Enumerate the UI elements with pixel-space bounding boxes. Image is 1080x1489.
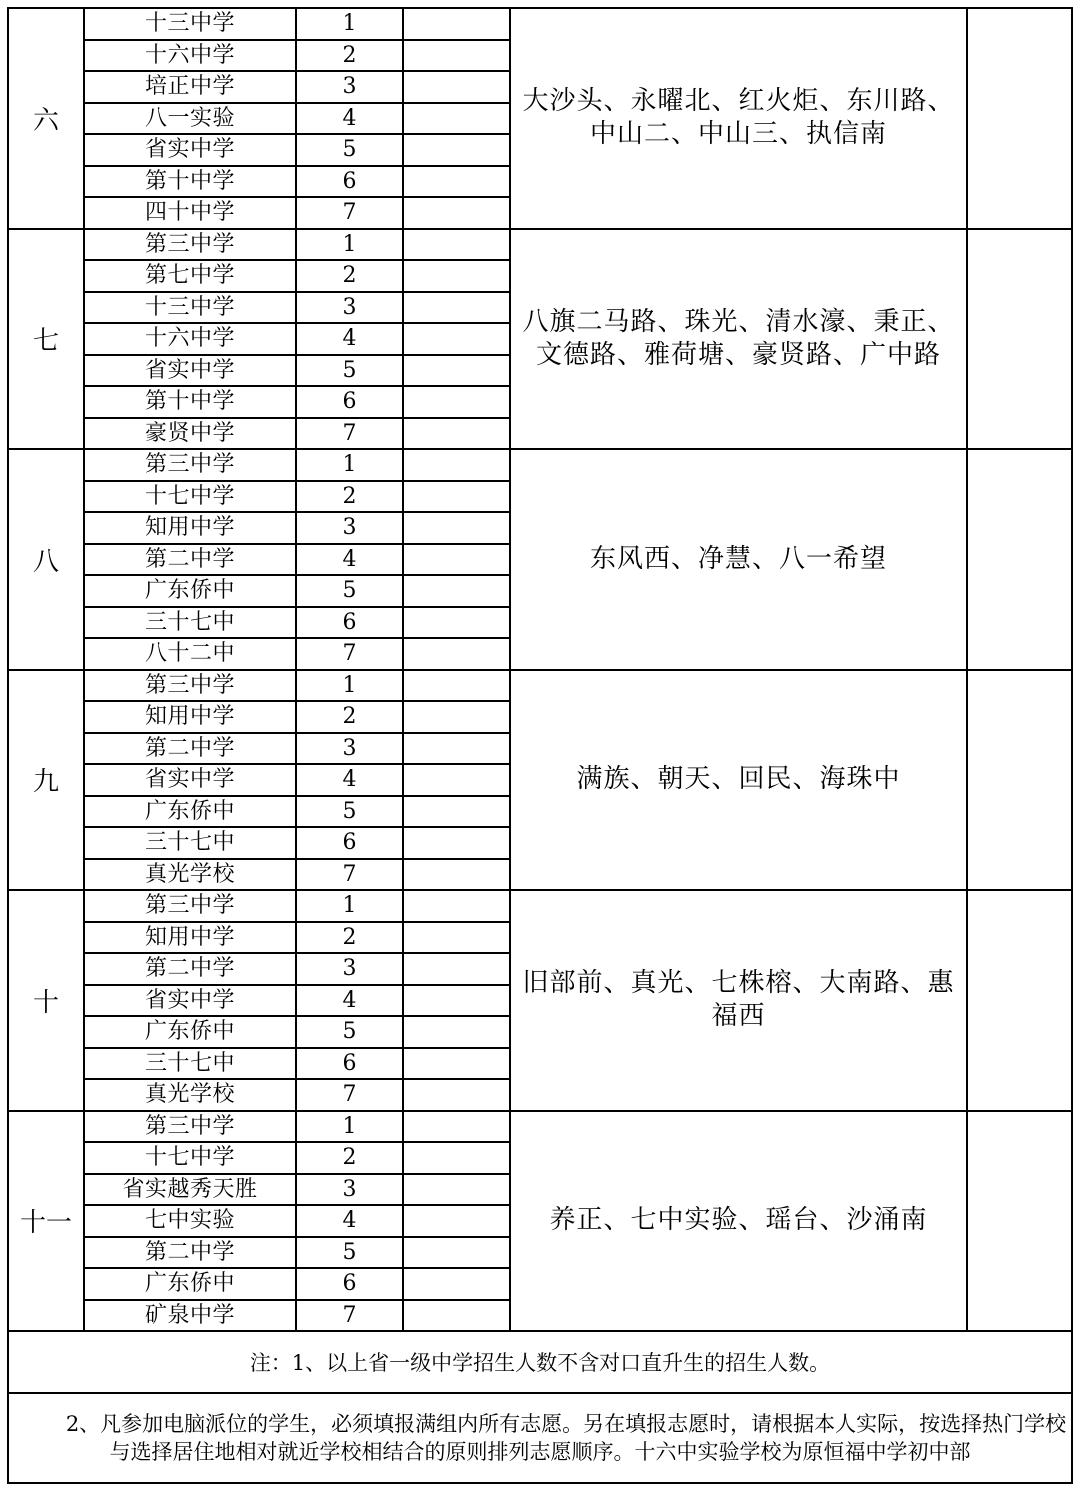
- table-row: [8, 670, 1072, 702]
- empty-cell: [403, 197, 510, 229]
- empty-cell: [403, 260, 510, 292]
- preference-rank: 7: [296, 1300, 403, 1332]
- empty-cell: [403, 1268, 510, 1300]
- empty-cell: [403, 701, 510, 733]
- preference-rank: 5: [296, 134, 403, 166]
- empty-remark-cell: [967, 449, 1072, 670]
- school-name: 十三中学: [84, 292, 296, 324]
- allocation-sheet: [7, 7, 1073, 1484]
- note-1: 注：1、以上省一级中学招生人数不含对口直升生的招生人数。: [8, 1331, 1072, 1393]
- school-name: 省实中学: [84, 985, 296, 1017]
- empty-cell: [403, 890, 510, 922]
- school-name: 三十七中: [84, 827, 296, 859]
- school-name: 知用中学: [84, 512, 296, 544]
- school-name: 第三中学: [84, 1111, 296, 1143]
- preference-rank: 2: [296, 701, 403, 733]
- empty-cell: [403, 1111, 510, 1143]
- empty-cell: [403, 1237, 510, 1269]
- preference-rank: 1: [296, 1111, 403, 1143]
- preference-rank: 6: [296, 386, 403, 418]
- preference-rank: 7: [296, 1079, 403, 1111]
- empty-cell: [403, 985, 510, 1017]
- school-name: 广东侨中: [84, 1268, 296, 1300]
- empty-remark-cell: [967, 8, 1072, 229]
- school-name: 第十中学: [84, 166, 296, 198]
- preference-rank: 6: [296, 1268, 403, 1300]
- preference-rank: 1: [296, 229, 403, 261]
- school-name: 第二中学: [84, 953, 296, 985]
- preference-rank: 4: [296, 764, 403, 796]
- preference-rank: 3: [296, 512, 403, 544]
- preference-rank: 1: [296, 449, 403, 481]
- school-name: 第七中学: [84, 260, 296, 292]
- preference-rank: 7: [296, 638, 403, 670]
- note-2: 2、凡参加电脑派位的学生，必须填报满组内所有志愿。另在填报志愿时，请根据本人实际，按选择热门学校与选择居住地相对就近学校相结合的原则排列志愿顺序。十六中实验学校为原恒福中学初中部: [8, 1393, 1072, 1483]
- empty-cell: [403, 1016, 510, 1048]
- school-name: 豪贤中学: [84, 418, 296, 450]
- preference-rank: 1: [296, 670, 403, 702]
- empty-cell: [403, 764, 510, 796]
- school-name: 第二中学: [84, 544, 296, 576]
- school-name: 八一实验: [84, 103, 296, 135]
- table-row: [8, 229, 1072, 261]
- empty-cell: [403, 1079, 510, 1111]
- empty-cell: [403, 449, 510, 481]
- table-row: [8, 8, 1072, 40]
- preference-rank: 7: [296, 197, 403, 229]
- school-name: 省实中学: [84, 764, 296, 796]
- empty-cell: [403, 733, 510, 765]
- preference-rank: 3: [296, 733, 403, 765]
- empty-cell: [403, 1205, 510, 1237]
- school-name: 第二中学: [84, 1237, 296, 1269]
- empty-cell: [403, 418, 510, 450]
- empty-cell: [403, 103, 510, 135]
- empty-cell: [403, 638, 510, 670]
- preference-rank: 6: [296, 1048, 403, 1080]
- empty-remark-cell: [967, 890, 1072, 1111]
- empty-cell: [403, 1300, 510, 1332]
- school-name: 第二中学: [84, 733, 296, 765]
- school-allocation-table: [7, 7, 1073, 1484]
- empty-cell: [403, 859, 510, 891]
- preference-rank: 4: [296, 544, 403, 576]
- preference-rank: 5: [296, 1237, 403, 1269]
- table-body: [8, 8, 1072, 1331]
- school-name: 三十七中: [84, 1048, 296, 1080]
- preference-rank: 5: [296, 1016, 403, 1048]
- preference-rank: 4: [296, 1205, 403, 1237]
- empty-cell: [403, 71, 510, 103]
- catchment-area: 东风西、净慧、八一希望: [510, 449, 967, 670]
- group-number: 十: [8, 890, 84, 1111]
- table-row: [8, 449, 1072, 481]
- preference-rank: 3: [296, 71, 403, 103]
- catchment-area: 八旗二马路、珠光、清水濠、秉正、文德路、雅荷塘、豪贤路、广中路: [510, 229, 967, 450]
- catchment-area: 旧部前、真光、七株榕、大南路、惠福西: [510, 890, 967, 1111]
- catchment-area: 大沙头、永曜北、红火炬、东川路、中山二、中山三、执信南: [510, 8, 967, 229]
- school-name: 矿泉中学: [84, 1300, 296, 1332]
- empty-cell: [403, 607, 510, 639]
- school-name: 第十中学: [84, 386, 296, 418]
- empty-cell: [403, 229, 510, 261]
- empty-cell: [403, 323, 510, 355]
- empty-remark-cell: [967, 229, 1072, 450]
- preference-rank: 7: [296, 418, 403, 450]
- empty-cell: [403, 134, 510, 166]
- preference-rank: 6: [296, 166, 403, 198]
- school-name: 十六中学: [84, 40, 296, 72]
- preference-rank: 3: [296, 953, 403, 985]
- school-name: 第三中学: [84, 890, 296, 922]
- school-name: 培正中学: [84, 71, 296, 103]
- empty-cell: [403, 796, 510, 828]
- table-row: [8, 890, 1072, 922]
- school-name: 十七中学: [84, 1142, 296, 1174]
- preference-rank: 5: [296, 796, 403, 828]
- empty-cell: [403, 670, 510, 702]
- group-number: 九: [8, 670, 84, 891]
- school-name: 十七中学: [84, 481, 296, 513]
- empty-cell: [403, 481, 510, 513]
- school-name: 知用中学: [84, 922, 296, 954]
- preference-rank: 2: [296, 260, 403, 292]
- school-name: 第三中学: [84, 449, 296, 481]
- school-name: 广东侨中: [84, 1016, 296, 1048]
- preference-rank: 4: [296, 323, 403, 355]
- empty-cell: [403, 166, 510, 198]
- empty-cell: [403, 1174, 510, 1206]
- preference-rank: 1: [296, 8, 403, 40]
- school-name: 广东侨中: [84, 796, 296, 828]
- school-name: 十六中学: [84, 323, 296, 355]
- notes-section: [8, 1331, 1072, 1483]
- empty-cell: [403, 544, 510, 576]
- empty-cell: [403, 512, 510, 544]
- preference-rank: 2: [296, 481, 403, 513]
- school-name: 广东侨中: [84, 575, 296, 607]
- empty-cell: [403, 1048, 510, 1080]
- note-row-2: [8, 1393, 1072, 1483]
- empty-cell: [403, 827, 510, 859]
- table-row: [8, 1111, 1072, 1143]
- school-name: 省实中学: [84, 355, 296, 387]
- school-name: 三十七中: [84, 607, 296, 639]
- preference-rank: 3: [296, 292, 403, 324]
- preference-rank: 6: [296, 827, 403, 859]
- preference-rank: 2: [296, 922, 403, 954]
- group-number: 十一: [8, 1111, 84, 1332]
- preference-rank: 2: [296, 40, 403, 72]
- school-name: 十三中学: [84, 8, 296, 40]
- empty-remark-cell: [967, 1111, 1072, 1332]
- preference-rank: 5: [296, 355, 403, 387]
- preference-rank: 4: [296, 103, 403, 135]
- empty-cell: [403, 575, 510, 607]
- empty-cell: [403, 292, 510, 324]
- school-name: 第三中学: [84, 670, 296, 702]
- school-name: 八十二中: [84, 638, 296, 670]
- school-name: 七中实验: [84, 1205, 296, 1237]
- preference-rank: 7: [296, 859, 403, 891]
- preference-rank: 4: [296, 985, 403, 1017]
- school-name: 省实中学: [84, 134, 296, 166]
- empty-cell: [403, 953, 510, 985]
- empty-cell: [403, 8, 510, 40]
- empty-cell: [403, 386, 510, 418]
- group-number: 七: [8, 229, 84, 450]
- school-name: 四十中学: [84, 197, 296, 229]
- preference-rank: 6: [296, 607, 403, 639]
- empty-cell: [403, 355, 510, 387]
- note-row-1: [8, 1331, 1072, 1393]
- empty-remark-cell: [967, 670, 1072, 891]
- group-number: 八: [8, 449, 84, 670]
- preference-rank: 1: [296, 890, 403, 922]
- group-number: 六: [8, 8, 84, 229]
- empty-cell: [403, 1142, 510, 1174]
- school-name: 真光学校: [84, 1079, 296, 1111]
- catchment-area: 养正、七中实验、瑶台、沙涌南: [510, 1111, 967, 1332]
- empty-cell: [403, 922, 510, 954]
- school-name: 省实越秀天胜: [84, 1174, 296, 1206]
- preference-rank: 2: [296, 1142, 403, 1174]
- school-name: 第三中学: [84, 229, 296, 261]
- preference-rank: 3: [296, 1174, 403, 1206]
- preference-rank: 5: [296, 575, 403, 607]
- school-name: 知用中学: [84, 701, 296, 733]
- empty-cell: [403, 40, 510, 72]
- catchment-area: 满族、朝天、回民、海珠中: [510, 670, 967, 891]
- school-name: 真光学校: [84, 859, 296, 891]
